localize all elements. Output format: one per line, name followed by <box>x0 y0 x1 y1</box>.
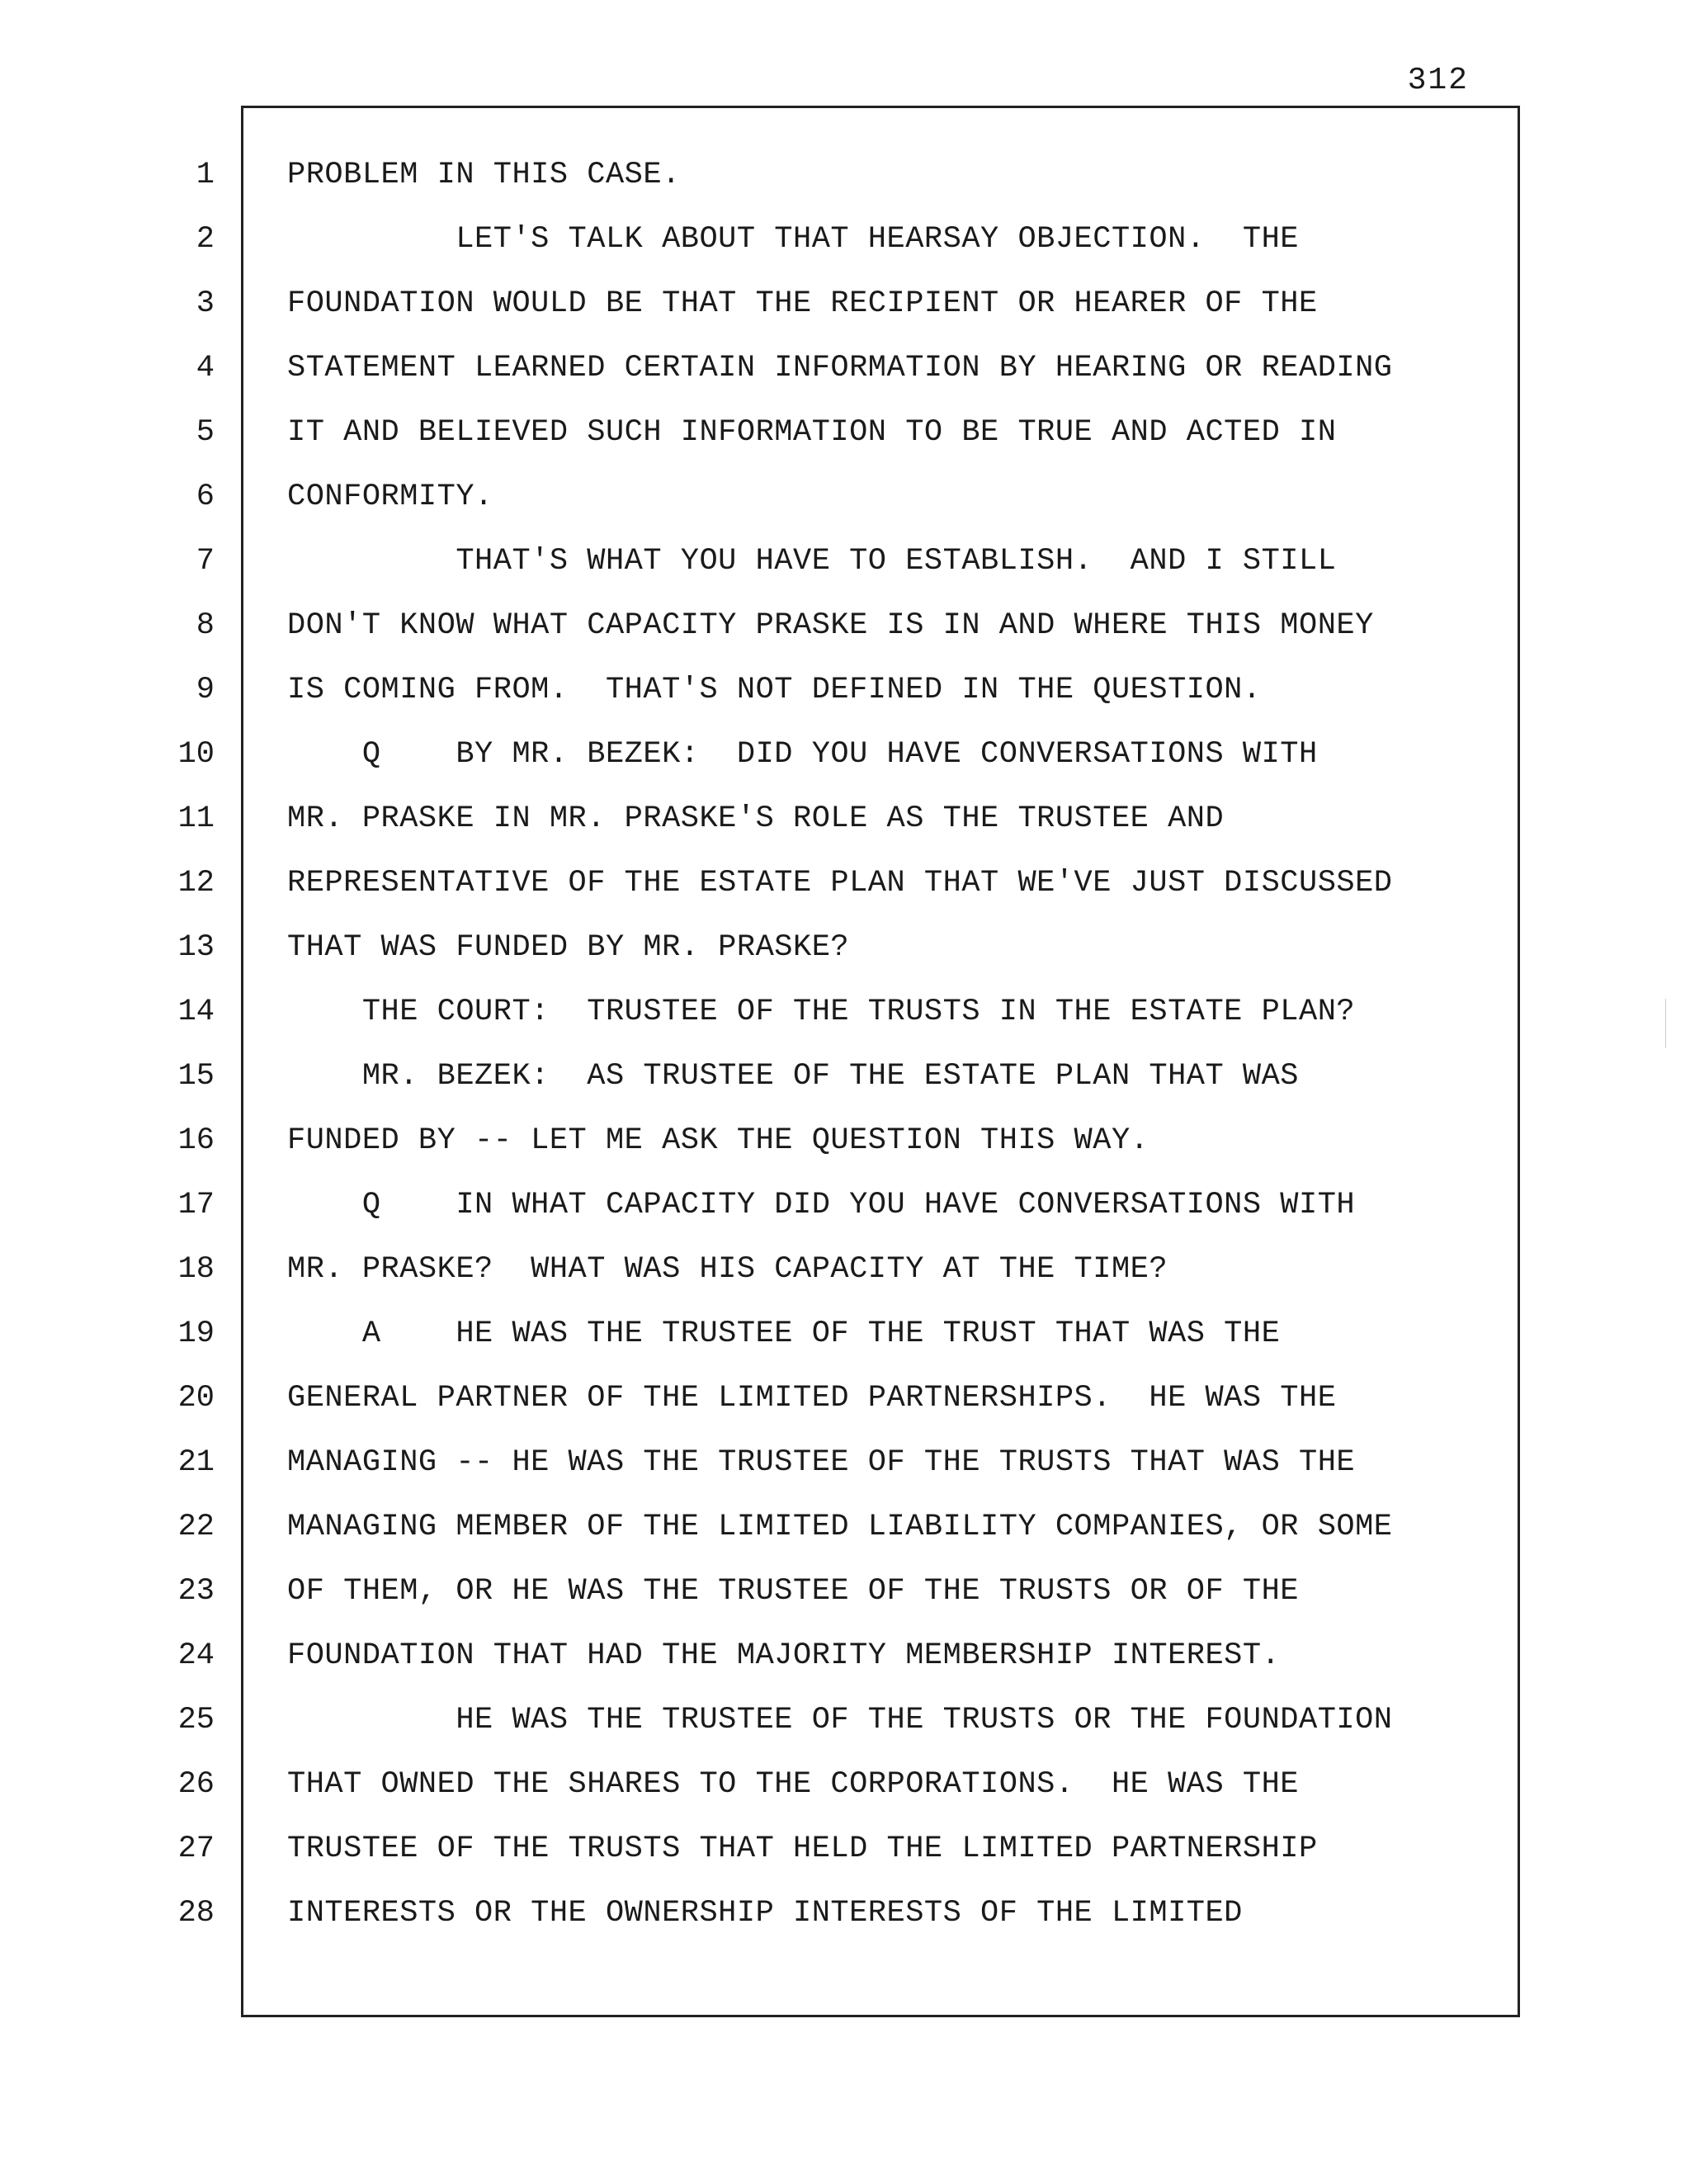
line-number: 23 <box>177 1574 215 1609</box>
line-number: 6 <box>196 480 215 514</box>
transcript-line: MANAGING -- HE WAS THE TRUSTEE OF THE TRUSTS THAT WAS THE <box>287 1445 1356 1480</box>
transcript-line: FOUNDATION THAT HAD THE MAJORITY MEMBERSHIP INTEREST. <box>287 1638 1281 1673</box>
line-number: 1 <box>196 158 215 192</box>
transcript-line: MR. BEZEK: AS TRUSTEE OF THE ESTATE PLAN THAT WAS <box>287 1059 1299 1094</box>
transcript-line: A HE WAS THE TRUSTEE OF THE TRUST THAT WAS THE <box>287 1317 1281 1351</box>
transcript-text <box>287 158 1500 1961</box>
line-number: 12 <box>177 866 215 901</box>
transcript-line: GENERAL PARTNER OF THE LIMITED PARTNERSHIPS. HE WAS THE <box>287 1381 1337 1416</box>
transcript-line: OF THEM, OR HE WAS THE TRUSTEE OF THE TRUSTS OR OF THE <box>287 1574 1299 1609</box>
transcript-line: THE COURT: TRUSTEE OF THE TRUSTS IN THE ESTATE PLAN? <box>287 995 1356 1029</box>
transcript-line: REPRESENTATIVE OF THE ESTATE PLAN THAT WE'VE JUST DISCUSSED <box>287 866 1393 901</box>
line-number: 25 <box>177 1703 215 1737</box>
transcript-line: Q IN WHAT CAPACITY DID YOU HAVE CONVERSATIONS WITH <box>287 1188 1356 1222</box>
line-number: 20 <box>177 1381 215 1416</box>
line-number: 18 <box>177 1252 215 1287</box>
line-number: 21 <box>177 1445 215 1480</box>
line-number: 11 <box>177 801 215 836</box>
line-number: 24 <box>177 1638 215 1673</box>
line-number: 8 <box>196 608 215 643</box>
line-number: 26 <box>177 1767 215 1802</box>
line-number: 2 <box>196 222 215 257</box>
line-number: 7 <box>196 544 215 579</box>
transcript-line: TRUSTEE OF THE TRUSTS THAT HELD THE LIMITED PARTNERSHIP <box>287 1832 1318 1866</box>
line-number: 15 <box>177 1059 215 1094</box>
transcript-line: MR. PRASKE? WHAT WAS HIS CAPACITY AT THE TIME? <box>287 1252 1168 1287</box>
line-number: 22 <box>177 1510 215 1544</box>
transcript-line: MANAGING MEMBER OF THE LIMITED LIABILITY COMPANIES, OR SOME <box>287 1510 1393 1544</box>
transcript-line: PROBLEM IN THIS CASE. <box>287 158 681 192</box>
scan-margin-mark <box>1665 999 1666 1048</box>
line-number: 5 <box>196 415 215 450</box>
line-number: 10 <box>177 737 215 772</box>
transcript-line: CONFORMITY. <box>287 480 493 514</box>
line-number: 14 <box>177 995 215 1029</box>
line-number: 3 <box>196 286 215 321</box>
transcript-line: THAT'S WHAT YOU HAVE TO ESTABLISH. AND I STILL <box>287 544 1337 579</box>
transcript-line: MR. PRASKE IN MR. PRASKE'S ROLE AS THE TRUSTEE AND <box>287 801 1225 836</box>
line-number: 13 <box>177 930 215 965</box>
line-number-column <box>149 158 215 1961</box>
line-number: 19 <box>177 1317 215 1351</box>
line-number: 9 <box>196 673 215 707</box>
transcript-line: THAT WAS FUNDED BY MR. PRASKE? <box>287 930 850 965</box>
transcript-line: INTERESTS OR THE OWNERSHIP INTERESTS OF THE LIMITED <box>287 1896 1243 1931</box>
line-number: 17 <box>177 1188 215 1222</box>
transcript-line: LET'S TALK ABOUT THAT HEARSAY OBJECTION. THE <box>287 222 1299 257</box>
page-number: 312 <box>1407 63 1469 98</box>
transcript-line: IS COMING FROM. THAT'S NOT DEFINED IN THE QUESTION. <box>287 673 1262 707</box>
transcript-line: THAT OWNED THE SHARES TO THE CORPORATIONS. HE WAS THE <box>287 1767 1299 1802</box>
line-number: 4 <box>196 351 215 385</box>
transcript-line: FUNDED BY -- LET ME ASK THE QUESTION THIS WAY. <box>287 1123 1149 1158</box>
line-number: 27 <box>177 1832 215 1866</box>
transcript-line: FOUNDATION WOULD BE THAT THE RECIPIENT OR HEARER OF THE <box>287 286 1318 321</box>
transcript-line: HE WAS THE TRUSTEE OF THE TRUSTS OR THE FOUNDATION <box>287 1703 1393 1737</box>
transcript-line: STATEMENT LEARNED CERTAIN INFORMATION BY HEARING OR READING <box>287 351 1393 385</box>
line-number: 28 <box>177 1896 215 1931</box>
line-number: 16 <box>177 1123 215 1158</box>
transcript-line: DON'T KNOW WHAT CAPACITY PRASKE IS IN AND WHERE THIS MONEY <box>287 608 1374 643</box>
transcript-line: Q BY MR. BEZEK: DID YOU HAVE CONVERSATIONS WITH <box>287 737 1318 772</box>
transcript-line: IT AND BELIEVED SUCH INFORMATION TO BE TRUE AND ACTED IN <box>287 415 1337 450</box>
